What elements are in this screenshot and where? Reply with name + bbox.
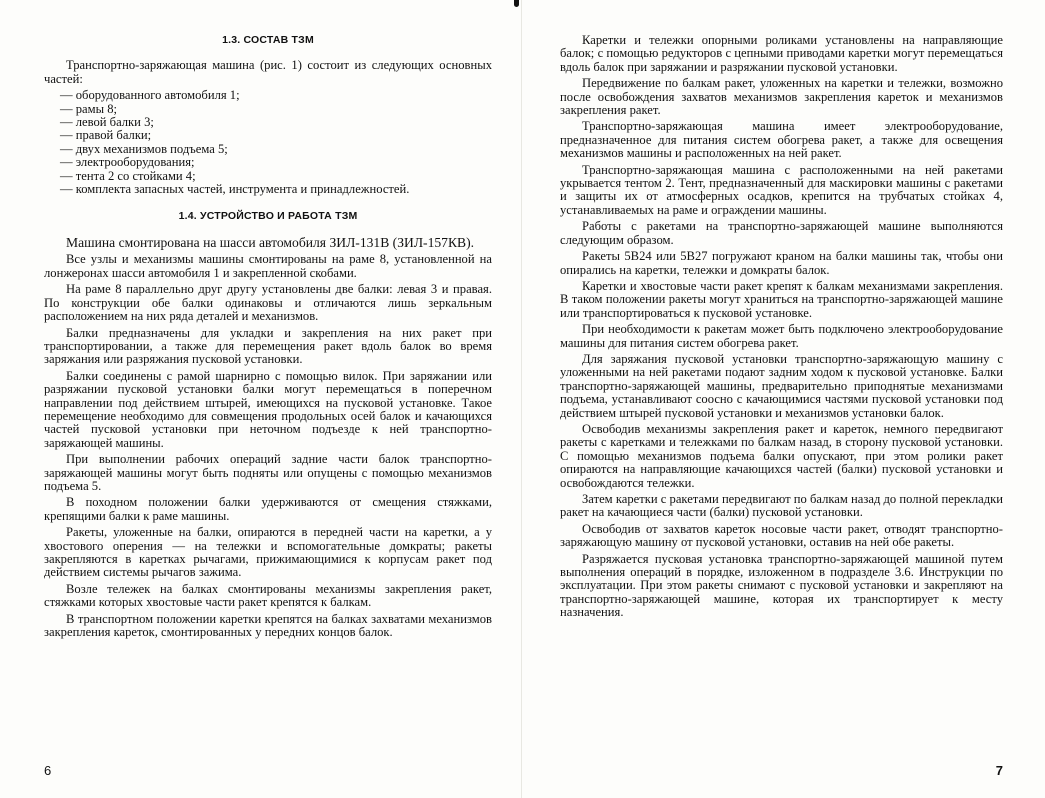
list-item: — двух механизмов подъема 5; [60, 143, 492, 156]
page-number-right: 7 [995, 763, 1003, 778]
left-page [0, 0, 522, 798]
paragraph: Машина смонтирована на шасси автомобиля ЗИЛ-131В (ЗИЛ-157КВ). [66, 234, 475, 250]
section-heading-design: 1.4. УСТРОЙСТВО И РАБОТА ТЗМ [178, 210, 358, 223]
list-item: — комплекта запасных частей, инструмента и принадлежностей. [60, 183, 492, 196]
page-number-left: 6 [44, 763, 52, 778]
left-column [44, 34, 492, 639]
paragraph: Транспортно-заряжающая машина с расположенными на ней ракетами укрывается тентом 2. Тент, предназначенный для маскировки машины с ракетами и защиты их от атмосферных осадков, крепится на трубчатых стойках 4, устанавливаемых на раме и ограждении машины. [560, 162, 1003, 217]
paragraph: В походном положении балки удерживаются от смещения стяжками, крепящими балки к раме машины. [44, 495, 492, 523]
list-item: — тента 2 со стойками 4; [60, 170, 492, 183]
paragraph: Затем каретки с ракетами передвигают по балкам назад до полной перекладки ракет на качающиеся части (балки) пусковой установки. [560, 492, 1003, 520]
paragraph: Каретки и хвостовые части ракет крепят к балкам механизмами закрепления. В таком положении ракеты могут храниться на транспортно-заряжающей машине или транспортироваться к пусковой установке. [560, 278, 1003, 320]
paragraph: Каретки и тележки опорными роликами установлены на направляющие балок; с помощью редукторов с цепными приводами каретки могут перемещаться вдоль балок при заряжании и разряжании пусковой установки. [560, 33, 1003, 74]
paragraph: Для заряжания пусковой установки транспортно-заряжающую машину с уложенными на ней ракетами подают задним ходом к пусковой установке. Балки транспортно-заряжающей машины, предварительно приподнятые механизмами подъема, устанавливают соосно с качающимися частями пусковой установки под действием штырей пусковой установки и механизмов установки балок. [560, 351, 1003, 420]
paragraph: Ракеты 5В24 или 5В27 погружают краном на балки машины так, чтобы они опирались на каретки, тележки и домкраты балок. [560, 249, 1003, 277]
right-page [522, 0, 1045, 798]
paragraph: Освободив механизмы закрепления ракет и кареток, немного передвигают ракеты с каретками и тележками по балкам назад, в сторону пусковой установки. С помощью механизмов подъема балки опускают, при этом ролики ракет опираются на направляющие качающихся частей (балки) пусковой установки и освобождаются тележки. [560, 421, 1003, 490]
right-column [560, 34, 1003, 620]
list-item: — электрооборудования; [60, 156, 492, 169]
paragraph: Ракеты, уложенные на балки, опираются в передней части на каретки, а у хвостового оперения — на тележки и вспомогательные домкраты; ракеты закрепляются в каретках рычагами, прижимающимися к корпусам ракет под действием системы рычагов зажима. [44, 525, 492, 580]
paragraph: Передвижение по балкам ракет, уложенных на каретки и тележки, возможно после освобождения захватов механизмов закрепления кареток и механизмов закрепления ракет. [560, 76, 1003, 118]
list-item: — правой балки; [60, 129, 492, 142]
paragraph: Освободив от захватов кареток носовые части ракет, отводят транспортно-заряжающую машину от пусковой установки, оставив на ней обе ракеты. [560, 521, 1003, 550]
paragraph: Возле тележек на балках смонтированы механизмы закрепления ракет, стяжками которых хвостовые части ракет крепятся к балкам. [44, 581, 492, 610]
paragraph: Балки предназначены для укладки и закрепления на них ракет при транспортировании, а также для перемещения ракет вдоль балок во время заряжания или разряжания пусковой установки. [44, 325, 492, 367]
paragraph: Разряжается пусковая установка транспортно-заряжающей машиной путем выполнения операций в порядке, изложенном в подразделе 3.6. Инструкции по эксплуатации. При этом ракеты снимают с пусковой установки и закрепляют на транспортно-заряжающей машине, которая их транспортирует к месту назначения. [560, 551, 1003, 620]
list-item: — оборудованного автомобиля 1; [60, 89, 492, 102]
section-heading-composition: 1.3. СОСТАВ ТЗМ [222, 34, 314, 46]
paragraph: Транспортно-заряжающая машина имеет электрооборудование, предназначенное для питания систем обогрева ракет, а также для освещения механизмов машины и расположенных на ней ракет. [560, 119, 1003, 161]
paragraph: При необходимости к ракетам может быть подключено электрооборудование машины для питания систем обогрева ракет. [560, 322, 1003, 350]
intro-paragraph: Транспортно-заряжающая машина (рис. 1) состоит из следующих основных частей: [44, 58, 492, 86]
paragraph: В транспортном положении каретки крепятся на балках захватами механизмов закрепления кареток, смонтированных у передних концов балок. [44, 611, 492, 640]
list-item: — левой балки 3; [60, 116, 492, 129]
paragraph: Балки соединены с рамой шарнирно с помощью вилок. При заряжании или разряжании пусковой установки балки могут перемещаться в поперечном направлении под действием штырей, имеющихся на пусковой установке. Такое перемещение необходимо для совмещения продольных осей балок и качающихся частей пусковой установки при неточном подъезде к ней транспортно-заряжающей машины. [44, 368, 492, 450]
paragraph: Работы с ракетами на транспортно-заряжающей машине выполняются следующим образом. [560, 219, 1003, 247]
parts-list [44, 89, 492, 196]
paragraph: На раме 8 параллельно друг другу установлены две балки: левая 3 и правая. По конструкции обе балки одинаковы и отличаются лишь зеркальным расположением на них ряда деталей и механизмов. [44, 282, 492, 324]
list-item: — рамы 8; [60, 103, 492, 116]
paragraph: При выполнении рабочих операций задние части балок транспортно-заряжающей машины могут быть подняты или опущены с помощью механизмов подъема 5. [44, 452, 492, 493]
paragraph: Все узлы и механизмы машины смонтированы на раме 8, установленной на лонжеронах шасси автомобиля 1 и закрепленной скобами. [44, 252, 492, 280]
